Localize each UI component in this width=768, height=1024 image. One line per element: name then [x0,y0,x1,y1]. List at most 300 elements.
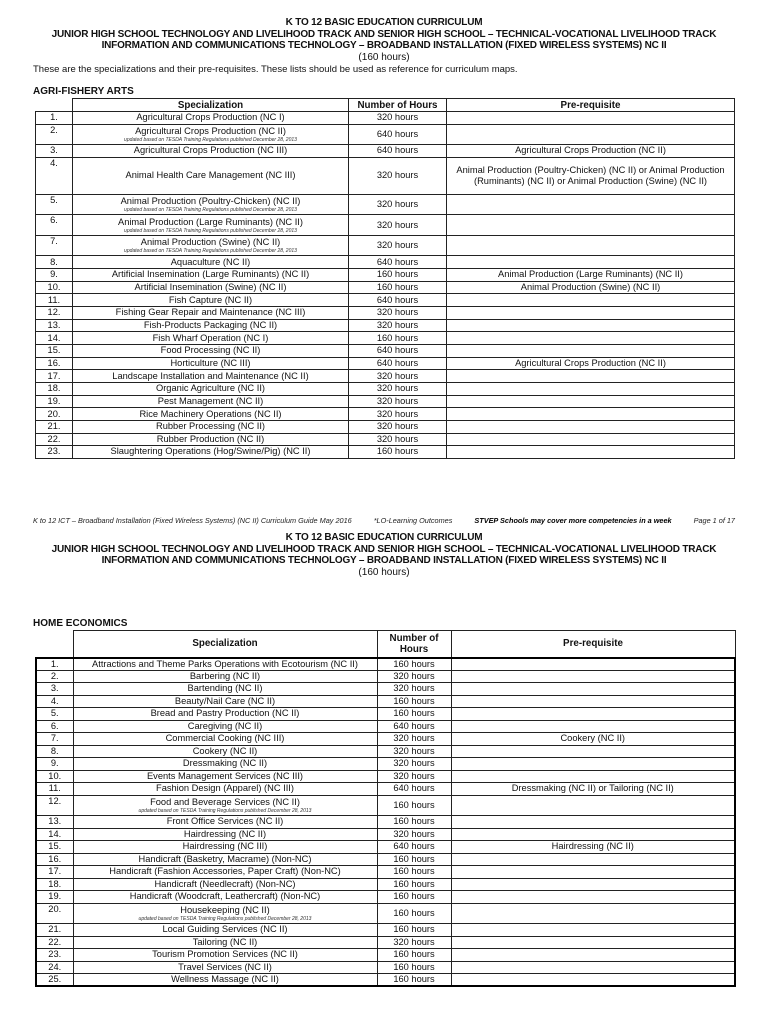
hours-cell-text: 640 hours [376,145,419,156]
specialization-cell [73,294,349,307]
hours-cell [377,683,451,696]
row-number [36,112,73,125]
section-title-agri: AGRI-FISHERY ARTS [33,86,134,97]
specialization-cell [73,382,349,395]
table-row [36,695,735,708]
prerequisite-cell [447,235,735,256]
table-row [36,683,735,696]
hours-cell-text: 320 hours [376,370,419,381]
specialization-cell-text: Wellness Massage (NC II) [171,974,279,984]
specialization-cell-text: Landscape Installation and Maintenance (NC II) [112,370,309,381]
specialization-cell-text: Barbering (NC II) [189,670,261,681]
specialization-cell [73,828,377,841]
row-number [36,816,73,829]
specialization-cell-text: Local Guiding Services (NC II) [162,924,288,935]
row-number-text: 2. [50,670,59,681]
row-number [36,194,73,215]
hours-cell-text: 320 hours [393,745,435,756]
table-row [36,816,735,829]
hours-cell [349,332,447,345]
row-number-text: 23. [48,949,62,960]
col-header-hours: Number of Hours [349,99,447,112]
specialization-cell-text: Rubber Production (NC II) [156,433,265,444]
track-title: JUNIOR HIGH SCHOOL TECHNOLOGY AND LIVELIHOOD TRACK AND SENIOR HIGH SCHOOL – TECHNICAL-VOCATIONAL LIVELIHOOD TRACK [51,28,717,40]
specialization-cell-text: Caregiving (NC II) [187,720,263,731]
table-row [36,670,735,683]
row-number-text: 6. [50,215,58,226]
specialization-cell-text: Attractions and Theme Parks Operations with Ecotourism (NC II) [92,658,358,669]
row-number [36,124,73,145]
prerequisite-cell [447,157,735,194]
prerequisite-cell-text: Animal Production (Swine) (NC II) [520,281,661,292]
row-number [36,936,73,949]
specialization-cell-text: Slaughtering Operations (Hog/Swine/Pig) (NC II) [110,446,311,457]
specialization-cell-text: Handicraft (Needlecraft) (Non-NC) [154,878,296,889]
row-number [36,268,73,281]
prerequisite-cell [451,924,735,937]
prerequisite-cell [451,795,735,816]
hours-cell [349,281,447,294]
specialization-cell [73,891,377,904]
specialization-cell [73,256,349,269]
row-number-text: 3. [50,683,59,694]
row-number [36,332,73,345]
row-number-text: 5. [50,194,58,205]
prerequisite-cell [451,903,735,924]
specialization-cell [73,903,377,924]
hours-cell [377,816,451,829]
hours-cell [377,720,451,733]
specialization-cell-text: Hairdressing (NC II) [183,828,267,839]
specialization-cell [73,770,377,783]
prerequisite-cell [447,420,735,433]
hours-cell [349,344,447,357]
hours-cell [349,256,447,269]
table-row [36,828,735,841]
specialization-cell-text: Fashion Design (Apparel) (NC III) [156,783,294,794]
specialization-cell-text: Handicraft (Fashion Accessories, Paper Craft) (Non-NC) [109,866,341,877]
prerequisite-cell [451,658,735,671]
table-row [36,332,735,345]
row-number [36,157,73,194]
row-number-text: 15. [48,841,62,852]
row-number-text: 17. [48,866,62,877]
row-number-text: 6. [50,720,59,731]
hours-cell [377,878,451,891]
row-number-text: 1. [50,658,59,669]
prerequisite-cell [451,683,735,696]
specialization-cell-text: Artificial Insemination (Swine) (NC II) [134,281,287,292]
prerequisite-cell [451,720,735,733]
hours-cell-text: 160 hours [393,878,435,889]
row-number-text: 11. [48,783,61,794]
specialization-cell [73,878,377,891]
hours-cell [349,319,447,332]
row-number-text: 12. [48,795,62,806]
table-row [36,878,735,891]
table-row [36,357,735,370]
table-row [36,903,735,924]
specialization-cell [73,949,377,962]
row-number [36,370,73,383]
prerequisite-cell [451,745,735,758]
specialization-cell [73,268,349,281]
row-number [36,720,73,733]
row-number-text: 7. [50,733,59,744]
hours-cell [349,268,447,281]
table-row [36,344,735,357]
table-row [36,382,735,395]
prerequisite-cell [451,828,735,841]
prerequisite-cell [447,194,735,215]
hours-cell-text: 320 hours [393,733,435,744]
row-number-text: 22. [47,433,61,444]
hours-cell [377,745,451,758]
specialization-cell [73,720,377,733]
hours-cell [377,841,451,854]
hours-cell [377,658,451,671]
hours-cell [377,695,451,708]
hours-cell [349,145,447,158]
specialization-cell [73,395,349,408]
col-header-specialization: Specialization [73,631,377,658]
hours-cell-text: 320 hours [376,112,419,123]
row-number [36,924,73,937]
row-number [36,344,73,357]
hours-cell [377,733,451,746]
row-number [36,878,73,891]
table-row [36,256,735,269]
agri-fishery-table [35,98,735,459]
course-hours: (160 hours) [358,566,410,578]
prerequisite-cell [447,382,735,395]
row-number [36,866,73,879]
row-number-text: 13. [48,816,62,827]
specialization-cell [73,866,377,879]
row-number-text: 16. [47,357,61,368]
prerequisite-cell [447,395,735,408]
table-row [36,745,735,758]
specialization-cell [73,433,349,446]
hours-cell [377,795,451,816]
hours-cell [377,949,451,962]
intro-text: These are the specializations and their pre-requisites. These lists should be used as reference for curriculum maps. [33,64,518,75]
prerequisite-cell [447,306,735,319]
specialization-cell-text: Handicraft (Basketry, Macrame) (Non-NC) [138,853,312,864]
hours-cell-text: 640 hours [393,720,435,731]
tesda-update-note: updated based on TESDA Training Regulations published December 28, 2013 [124,227,297,234]
row-number [36,281,73,294]
specialization-cell [73,332,349,345]
prerequisite-cell [447,370,735,383]
prerequisite-cell [447,112,735,125]
prerequisite-cell-text: Agricultural Crops Production (NC II) [515,145,666,156]
hours-cell [377,853,451,866]
row-number [36,145,73,158]
row-number [36,357,73,370]
hours-cell-text: 160 hours [393,949,435,960]
specialization-cell-text: Agricultural Crops Production (NC I) [136,112,285,123]
specialization-cell [73,658,377,671]
table-row [36,770,735,783]
table-row [36,949,735,962]
specialization-cell-text: Fish Capture (NC II) [168,294,253,305]
row-number-text: 19. [47,395,61,406]
row-number [36,294,73,307]
row-number-text: 3. [50,145,58,156]
row-number [36,891,73,904]
specialization-cell-text: Food Processing (NC II) [160,345,261,356]
specialization-cell-text: Agricultural Crops Production (NC III) [133,145,288,156]
row-number-text: 18. [47,383,61,394]
specialization-cell-text: Dressmaking (NC II) [182,758,268,769]
hours-cell [377,758,451,771]
prerequisite-cell [451,783,735,796]
prerequisite-cell [451,949,735,962]
row-number [36,745,73,758]
table-row [36,891,735,904]
page-footer [33,516,735,525]
specialization-cell-text: Fishing Gear Repair and Maintenance (NC III) [115,307,306,318]
hours-cell [377,961,451,974]
table-row [36,235,735,256]
specialization-cell [73,745,377,758]
row-number [36,433,73,446]
prerequisite-cell [447,124,735,145]
hours-cell-text: 320 hours [376,383,419,394]
track-title: JUNIOR HIGH SCHOOL TECHNOLOGY AND LIVELIHOOD TRACK AND SENIOR HIGH SCHOOL – TECHNICAL-VOCATIONAL LIVELIHOOD TRACK [51,543,717,555]
table-row [36,294,735,307]
table-row [36,974,735,987]
tesda-update-note: updated based on TESDA Training Regulations published December 28, 2013 [124,248,297,255]
hours-cell-text: 160 hours [376,281,419,292]
specialization-cell [73,974,377,987]
table-row [36,795,735,816]
specialization-cell [73,306,349,319]
table-row [36,420,735,433]
hours-cell-text: 160 hours [393,924,435,935]
specialization-cell-text: Artificial Insemination (Large Ruminants) (NC II) [111,269,310,280]
hours-cell [349,194,447,215]
specialization-cell-text: Organic Agriculture (NC II) [155,383,265,394]
specialization-cell [73,924,377,937]
row-number-text: 14. [48,828,62,839]
hours-cell [349,306,447,319]
prerequisite-cell [447,145,735,158]
hours-cell-text: 320 hours [376,307,419,318]
specialization-cell-text: Bartending (NC II) [187,683,263,694]
prerequisite-cell [451,708,735,721]
col-header-specialization: Specialization [73,99,349,112]
specialization-cell [73,408,349,421]
hours-cell-text: 160 hours [393,708,435,719]
specialization-cell-text: Events Management Services (NC III) [146,770,304,781]
hours-cell-text: 160 hours [376,332,419,343]
specialization-cell-text: Cookery (NC II) [192,745,258,756]
tesda-update-note: updated based on TESDA Training Regulations published December 28, 2013 [124,136,297,143]
hours-cell-text: 320 hours [393,758,435,769]
hours-cell-text: 160 hours [393,799,435,810]
prerequisite-cell [451,758,735,771]
row-number-text: 1. [50,112,58,123]
row-number-text: 24. [48,961,62,972]
row-number [36,306,73,319]
hours-cell [377,708,451,721]
specialization-cell [73,194,349,215]
row-number-text: 14. [47,332,61,343]
prerequisite-cell [451,695,735,708]
hours-cell-text: 640 hours [376,345,419,356]
prerequisite-cell [447,215,735,236]
footer-lo: *LO-Learning Outcomes [373,516,453,525]
specialization-cell [73,795,377,816]
hours-cell [349,433,447,446]
prerequisite-cell [451,841,735,854]
specialization-cell [73,816,377,829]
row-number-text: 7. [50,235,58,246]
hours-cell-text: 160 hours [393,866,435,877]
specialization-cell-text: Bread and Pastry Production (NC II) [150,708,300,719]
hours-cell-text: 160 hours [376,446,419,457]
footer-guide: K to 12 ICT – Broadband Installation (Fixed Wireless Systems) (NC II) Curriculum Guide May 2016 [33,516,352,525]
table-row [36,408,735,421]
row-number-text: 23. [47,446,61,457]
hours-cell-text: 320 hours [393,936,435,947]
prerequisite-cell [447,433,735,446]
specialization-cell [73,235,349,256]
curriculum-title: K TO 12 BASIC EDUCATION CURRICULUM [285,532,483,543]
row-number-text: 20. [48,903,62,914]
table-row [36,395,735,408]
hours-cell-text: 640 hours [376,128,419,139]
prerequisite-cell [447,281,735,294]
hours-cell [349,235,447,256]
home-economics-table [35,630,736,987]
hours-cell-text: 640 hours [393,841,435,852]
row-number [36,828,73,841]
specialization-cell-text: Hairdressing (NC III) [182,841,268,852]
specialization-cell [73,357,349,370]
table-row [36,433,735,446]
row-number-text: 10. [48,770,62,781]
prerequisite-cell [451,961,735,974]
hours-cell-text: 320 hours [376,240,419,251]
prerequisite-cell [447,357,735,370]
col-header-prerequisite: Pre-requisite [451,631,735,658]
hours-cell [377,783,451,796]
hours-cell-text: 320 hours [376,170,419,181]
prerequisite-cell [447,268,735,281]
specialization-cell [73,319,349,332]
row-number [36,382,73,395]
prerequisite-cell [447,446,735,459]
prerequisite-cell-text: Dressmaking (NC II) or Tailoring (NC II) [511,783,674,794]
hours-cell [349,395,447,408]
row-number [36,408,73,421]
row-number-text: 9. [50,758,59,769]
specialization-cell-text: Rice Machinery Operations (NC II) [139,408,282,419]
hours-cell-text: 160 hours [393,891,435,902]
specialization-cell-text: Food and Beverage Services (NC II) [150,796,300,807]
hours-cell-text: 160 hours [393,907,435,918]
hours-cell-text: 320 hours [376,408,419,419]
specialization-cell-text: Fish-Products Packaging (NC II) [143,319,278,330]
row-number [36,841,73,854]
page2-header [0,532,768,578]
hours-cell-text: 640 hours [393,783,435,794]
row-number [36,215,73,236]
table-row [36,145,735,158]
hours-cell [349,357,447,370]
specialization-cell [73,157,349,194]
hours-cell [377,828,451,841]
curriculum-title: K TO 12 BASIC EDUCATION CURRICULUM [285,17,483,28]
prerequisite-cell [451,770,735,783]
prerequisite-cell-text: Animal Production (Large Ruminants) (NC II) [498,269,683,280]
row-number-text: 22. [48,936,62,947]
row-number [36,903,73,924]
hours-cell-text: 320 hours [376,199,419,210]
table-row [36,708,735,721]
prerequisite-cell [447,319,735,332]
row-number-text: 16. [48,853,62,864]
hours-cell-text: 160 hours [393,961,435,972]
hours-cell [377,974,451,987]
specialization-cell-text: Front Office Services (NC II) [166,816,284,827]
specialization-cell-text: Beauty/Nail Care (NC II) [174,695,276,706]
tesda-update-note: updated based on TESDA Training Regulations published December 28, 2013 [124,207,297,214]
row-number [36,695,73,708]
hours-cell-text: 160 hours [376,269,419,280]
specialization-cell-text: Animal Health Care Management (NC III) [125,170,296,181]
row-number-text: 5. [50,708,59,719]
hours-cell-text: 320 hours [376,421,419,432]
hours-cell [377,670,451,683]
hours-cell [349,408,447,421]
specialization-cell [73,708,377,721]
row-number [36,961,73,974]
hours-cell-text: 320 hours [393,828,435,839]
prerequisite-cell [447,408,735,421]
specialization-cell [73,344,349,357]
table-row [36,783,735,796]
table-row [36,194,735,215]
table-row [36,124,735,145]
prerequisite-cell [451,866,735,879]
row-number [36,446,73,459]
specialization-cell-text: Animal Production (Swine) (NC II) [140,237,281,248]
specialization-cell-text: Rubber Processing (NC II) [155,421,266,432]
hours-cell-text: 160 hours [393,816,435,827]
row-number [36,256,73,269]
table-row [36,853,735,866]
hours-cell-text: 160 hours [393,658,435,669]
prerequisite-cell-text: Hairdressing (NC II) [551,841,634,852]
footer-page: Page 1 of 17 [693,516,735,525]
hours-cell [349,420,447,433]
row-number-text: 25. [48,974,62,984]
footer-stvep: STVEP Schools may cover more competencies in a week [474,516,672,525]
prerequisite-cell [451,670,735,683]
row-number [36,708,73,721]
specialization-cell [73,215,349,236]
specialization-cell-text: Tailoring (NC II) [192,936,258,947]
table-row [36,112,735,125]
hours-cell-text: 640 hours [376,357,419,368]
row-number [36,770,73,783]
prerequisite-cell [451,816,735,829]
specialization-cell-text: Pest Management (NC II) [157,395,264,406]
